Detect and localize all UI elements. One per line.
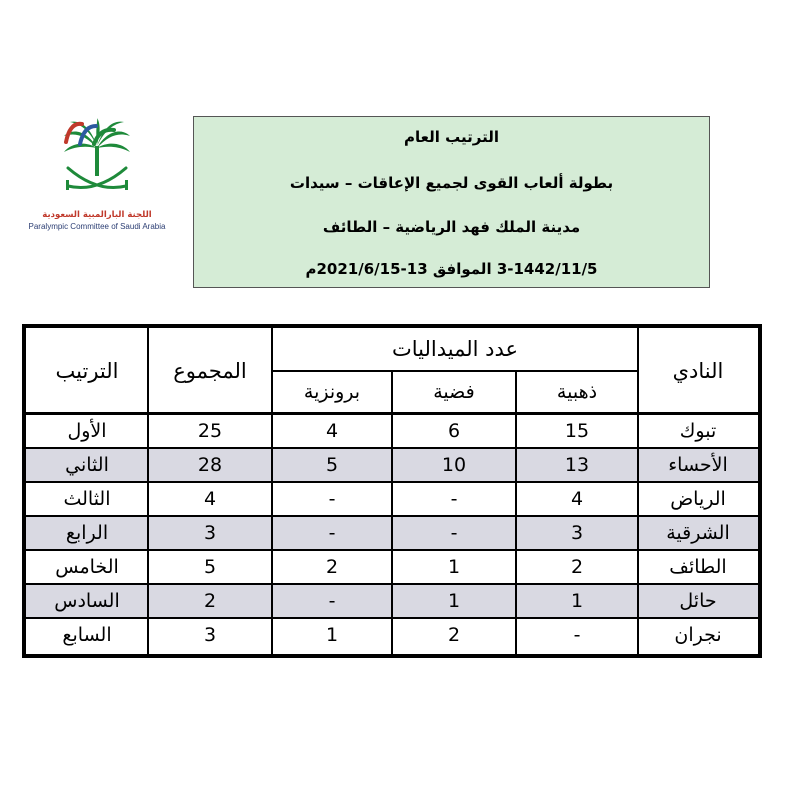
cell-rank: الأول bbox=[67, 420, 107, 442]
cell-gold: 13 bbox=[564, 454, 590, 476]
cell-total: 4 bbox=[203, 488, 217, 510]
cell-gold: 15 bbox=[564, 420, 590, 442]
cell-total: 2 bbox=[203, 590, 217, 612]
agitos-icon bbox=[62, 118, 118, 150]
cell-bronze: - bbox=[328, 522, 336, 544]
header-medals-count: عدد الميداليات bbox=[391, 337, 519, 361]
cell-gold: 2 bbox=[570, 556, 584, 578]
cell-bronze: 5 bbox=[325, 454, 339, 476]
cell-rank: الثاني bbox=[65, 454, 109, 476]
column-divider bbox=[515, 370, 517, 654]
cell-bronze: - bbox=[328, 488, 336, 510]
medals-subheader-line bbox=[272, 370, 638, 372]
cell-club: الشرقية bbox=[666, 522, 730, 544]
logo bbox=[22, 118, 172, 278]
cell-bronze: 2 bbox=[325, 556, 339, 578]
header-club: النادي bbox=[672, 359, 724, 383]
cell-gold: - bbox=[573, 624, 581, 646]
results-table bbox=[22, 324, 762, 658]
cell-bronze: 1 bbox=[325, 624, 339, 646]
cell-gold: 1 bbox=[570, 590, 584, 612]
header-total: المجموع bbox=[173, 359, 247, 383]
header-silver: فضية bbox=[433, 381, 475, 403]
title-box bbox=[193, 116, 710, 288]
cell-club: حائل bbox=[679, 590, 717, 612]
logo-english-name: Paralympic Committee of Saudi Arabia bbox=[28, 222, 166, 231]
cell-silver: 1 bbox=[447, 590, 461, 612]
cell-silver: 10 bbox=[441, 454, 467, 476]
cell-club: تبوك bbox=[679, 420, 717, 442]
cell-bronze: - bbox=[328, 590, 336, 612]
cell-total: 5 bbox=[203, 556, 217, 578]
cell-silver: - bbox=[450, 522, 458, 544]
column-divider bbox=[271, 328, 273, 654]
title-championship: بطولة ألعاب القوى لجميع الإعاقات – سيدات bbox=[289, 174, 614, 192]
column-divider bbox=[147, 328, 149, 654]
cell-bronze: 4 bbox=[325, 420, 339, 442]
title-date: 3-1442/11/5 الموافق 13-2021/6/15م bbox=[305, 260, 598, 278]
cell-rank: السادس bbox=[54, 590, 120, 612]
cell-rank: الثالث bbox=[63, 488, 111, 510]
logo-arabic-name: اللجنة البارالمبية السعودية bbox=[42, 210, 152, 220]
cell-rank: الخامس bbox=[55, 556, 119, 578]
cell-total: 3 bbox=[203, 624, 217, 646]
cell-club: الطائف bbox=[669, 556, 727, 578]
cell-total: 28 bbox=[197, 454, 223, 476]
cell-club: الرياض bbox=[670, 488, 726, 510]
cell-silver: - bbox=[450, 488, 458, 510]
cell-gold: 4 bbox=[570, 488, 584, 510]
cell-club: نجران bbox=[674, 624, 722, 646]
header-bronze: برونزية bbox=[303, 381, 361, 403]
header-gold: ذهبية bbox=[556, 381, 598, 403]
cell-total: 25 bbox=[197, 420, 223, 442]
cell-gold: 3 bbox=[570, 522, 584, 544]
cell-silver: 6 bbox=[447, 420, 461, 442]
header-rank: الترتيب bbox=[55, 359, 119, 383]
title-venue: مدينة الملك فهد الرياضية – الطائف bbox=[322, 218, 581, 236]
cell-rank: السابع bbox=[62, 624, 112, 646]
cell-rank: الرابع bbox=[65, 522, 109, 544]
cell-club: الأحساء bbox=[668, 454, 728, 476]
column-divider bbox=[391, 370, 393, 654]
column-divider bbox=[637, 328, 639, 654]
title-general-ranking: الترتيب العام bbox=[404, 128, 499, 146]
cell-total: 3 bbox=[203, 522, 217, 544]
cell-silver: 1 bbox=[447, 556, 461, 578]
cell-silver: 2 bbox=[447, 624, 461, 646]
